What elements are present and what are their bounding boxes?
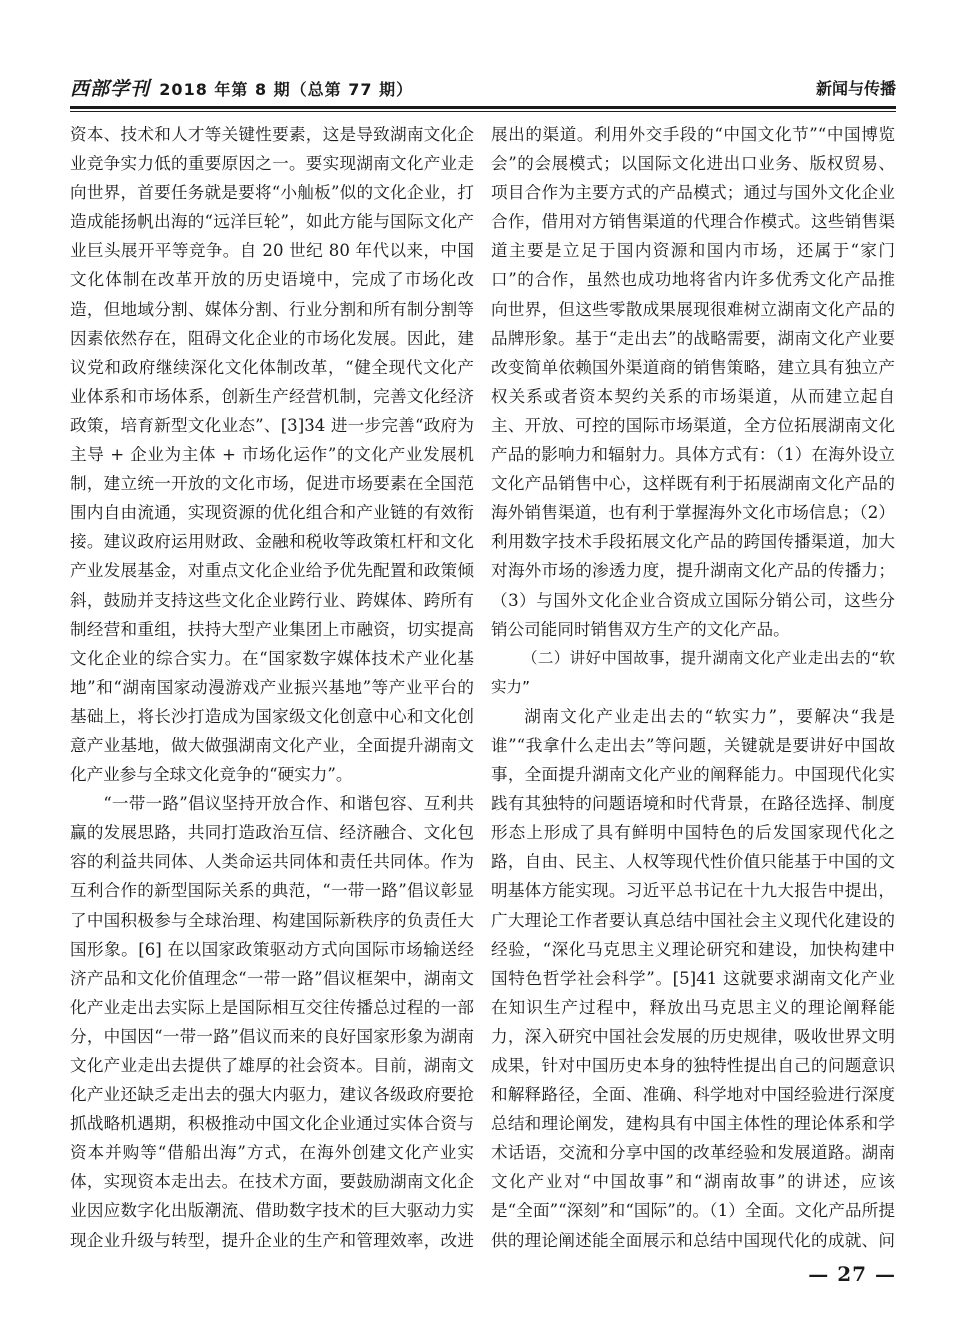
right-column <box>491 120 895 1250</box>
issue-info: 2018 年第 8 期（总第 77 期） <box>159 80 414 99</box>
left-column <box>70 120 474 1250</box>
page-header <box>70 74 896 104</box>
body-paragraph: “一带一路”倡议坚持开放合作、和谐包容、互利共赢的发展思路，共同打造政治互信、经济融合、文化包容的利益共同体、人类命运共同体和责任共同体。作为互利合作的新型国际关系的典范，“一带一路”倡议彰显了中国积极参与全球治理、构建国际新秩序的负责任大国形象。[6] 在以国家政策驱动方式向国际市场输送经济产品和文化价值理念“一带一路”倡议框架中，湖南文化产业走出去实际上是国际相互交往传播总过程的一部分，中国因“一带一路”倡议而来的良好国家形象为湖南文化产业走出去提供了雄厚的社会资本。目前，湖南文化产业还缺乏走出去的强大内驱力，建议各级政府要抢抓战略机遇期，积极推动中国文化企业通过实体合资与资本并购等“借船出海”方式，在海外创建文化产业实体，实现资本走出去。在技术方面，要鼓励湖南文化企业因应数字化出版潮流、借助数字技术的巨大驱动力实现企业升级与转型，提升企业的生产和管理效率，改进 <box>70 794 474 1250</box>
body-paragraph: 资本、技术和人才等关键性要素，这是导致湖南文化企业竞争实力低的重要原因之一。要实现湖南文化产业走向世界，首要任务就是要将“小舢板”似的文化企业，打造成能扬帆出海的“远洋巨轮”，如此方能与国际文化产业巨头展开平等竞争。自 20 世纪 80 年代以来，中国文化体制在改革开放的历史语境中，完成了市场化改造，但地域分割、媒体分割、行业分割和所有制分割等因素依然存在，阻碍文化企业的市场化发展。因此，建议党和政府继续深化文化体制改革，“健全现代文化产业体系和市场体系，创新生产经营机制，完善文化经济政策，培育新型文化业态”、[3]34 进一步完善“政府为主导 + 企业为主体 + 市场化运作”的文化产业发展机制，建立统一开放的文化市场，促进市场要素在全国范围内自由流通，实现资源的优化组合和产业链的有效衔接。建议政府运用财政、金融和税收等政策杠杆和文化产业发展基金，对重点文化企业给予优先配置和政策倾斜，鼓励并支持这些文化企业跨行业、跨媒体、跨所有制经营和重组，扶持大型产业集团上市融资，切实提高文化企业的综合实力。在“国家数字媒体技术产业化基地”和“湖南国家动漫游戏产业振兴基地”等产业平台的基础上，将长沙打造成为国家级文化创意中心和文化创意产业基地，做大做强湖南文化产业，全面提升湖南文化产业参与全球文化竞争的“硬实力”。 <box>70 125 474 785</box>
page-number: — 27 — <box>808 1262 896 1286</box>
body-paragraph: 湖南文化产业走出去的“软实力”，要解决“我是谁”“我拿什么走出去”等问题，关键就是要讲好中国故事，全面提升湖南文化产业的阐释能力。中国现代化实践有其独特的问题语境和时代背景，在路径选择、制度形态上形成了具有鲜明中国特色的后发国家现代化之路，自由、民主、人权等现代性价值只能基于中国的文明基体方能实现。习近平总书记在十九大报告中提出，广大理论工作者要认真总结中国社会主义现代化建设的经验，“深化马克思主义理论研究和建设，加快构建中国特色哲学社会科学”。[5]41 这就要求湖南文化产业在知识生产过程中，释放出马克思主义的理论阐释能力，深入研究中国社会发展的历史规律，吸收世界文明成果，针对中国历史本身的独特性提出自己的问题意识和解释路径，全面、准确、科学地对中国经验进行深度总结和理论阐发，建构具有中国主体性的理论体系和学术话语，交流和分享中国的改革经验和发展道路。湖南文化产业对“中国故事”和“湖南故事”的讲述，应该是“全面”“深刻”和“国际”的。（1）全面。文化产品所提供的理论阐述能全面展示和总结中国现代化的成就、问 <box>491 706 895 1250</box>
section-subheading: （二）讲好中国故事，提升湖南文化产业走出去的“软实力” <box>491 648 895 696</box>
body-paragraph: 展出的渠道。利用外交手段的“中国文化节”“中国博览会”的会展模式；以国际文化进出口业务、版权贸易、项目合作为主要方式的产品模式；通过与国外文化企业合作，借用对方销售渠道的代理合作模式。这些销售渠道主要是立足于国内资源和国内市场，还属于“家门口”的合作，虽然也成功地将省内许多优秀文化产品推向世界，但这些零散成果展现很难树立湖南文化产品的品牌形象。基于“走出去”的战略需要，湖南文化产业要改变简单依赖国外渠道商的销售策略，建立具有独立产权关系或者资本契约关系的市场渠道，从而建立起自主、开放、可控的国际市场渠道，全方位拓展湖南文化产品的影响力和辐射力。具体方式有：（1）在海外设立文化产品销售中心，这样既有利于拓展湖南文化产品的海外销售渠道，也有利于掌握海外文化市场信息；（2）利用数字技术手段拓展文化产品的跨国传播渠道，加大对海外市场的渗透力度，提升湖南文化产品的传播力；（3）与国外文化企业合资成立国际分销公司，这些分销公司能同时销售双方生产的文化产品。 <box>491 125 895 639</box>
section-title: 新闻与传播 <box>815 79 896 98</box>
journal-logo: 西部学刊 <box>70 78 151 100</box>
journal-masthead <box>70 74 413 101</box>
header-rule-thin <box>70 111 896 112</box>
header-rule-thick <box>70 106 896 109</box>
